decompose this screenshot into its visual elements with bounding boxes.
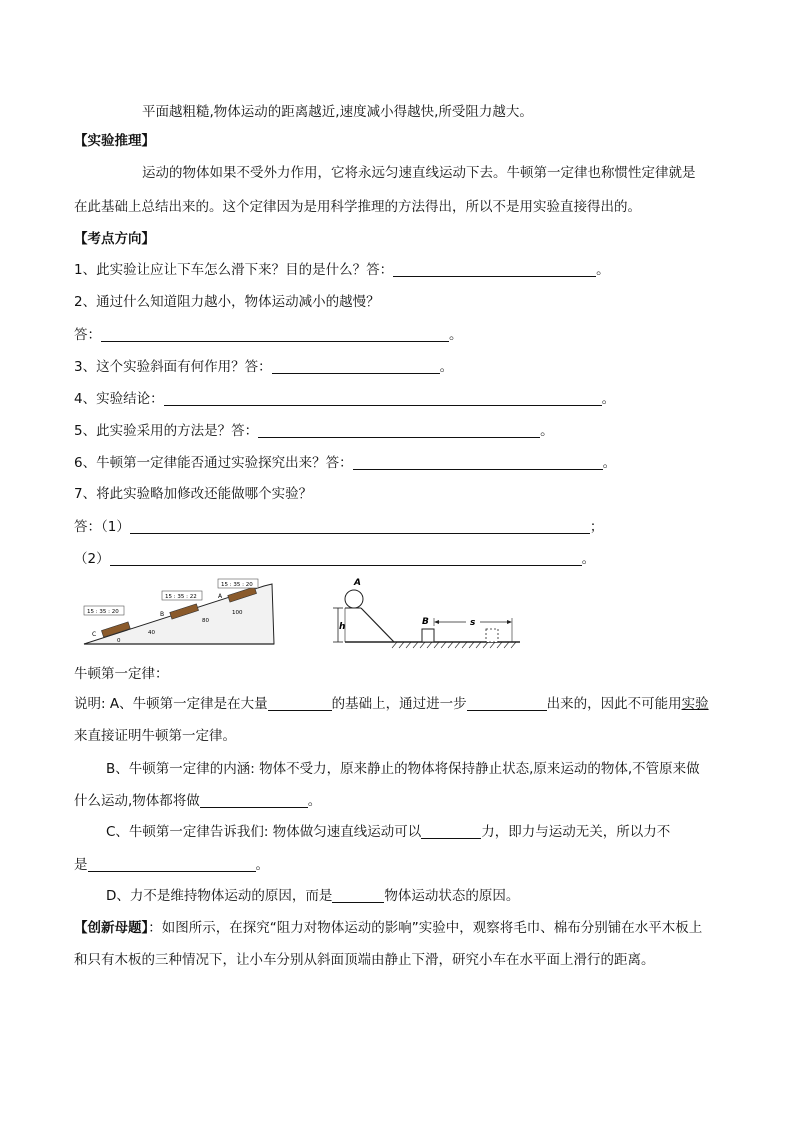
reasoning-text-line1: 运动的物体如果不受外力作用，它将永远匀速直线运动下去。牛顿第一定律也称惯性定律就是 bbox=[142, 165, 696, 181]
question-5 bbox=[74, 421, 554, 441]
conclusion-text: 平面越粗糙,物体运动的距离越近,速度减小得越快,所受阻力越大。 bbox=[142, 104, 533, 120]
punct: 。 bbox=[540, 423, 554, 439]
blank-c1[interactable] bbox=[421, 824, 481, 839]
newton-title: 牛顿第一定律： bbox=[74, 666, 169, 682]
newton-c-text3: 是 bbox=[74, 857, 88, 873]
punct: 。 bbox=[449, 327, 463, 343]
newton-a-line1 bbox=[74, 694, 709, 714]
question-1-text: 1、此实验让应让下车怎么滑下来？目的是什么？答： bbox=[74, 262, 394, 278]
ball-slope-figure bbox=[330, 574, 530, 650]
newton-b-line2 bbox=[74, 791, 321, 811]
punct: 。 bbox=[439, 359, 454, 375]
ground-hatching bbox=[392, 642, 516, 648]
answer-prefix: （2） bbox=[74, 551, 110, 567]
underlined-word: 实验 bbox=[681, 696, 709, 712]
newton-c-text2: 力，即力与运动无关，所以力不 bbox=[481, 824, 671, 840]
newton-c-line2 bbox=[74, 855, 269, 875]
scale-label-0: 0 bbox=[117, 638, 121, 644]
innovation-text: ：如图所示，在探究“阻力对物体运动的影响”实验中，观察将毛巾、棉布分别铺在水平木板上 bbox=[148, 920, 703, 936]
scale-label-100: 100 bbox=[232, 610, 243, 616]
timer-label-a: 15 : 35 : 20 bbox=[221, 582, 253, 588]
punct: 。 bbox=[602, 455, 617, 471]
scale-label-80: 80 bbox=[202, 618, 209, 624]
newton-c-line1 bbox=[106, 822, 670, 842]
question-7: 7、将此实验略加修改还能做哪个实验？ bbox=[74, 486, 313, 502]
label-b: B bbox=[422, 617, 429, 627]
question-1 bbox=[74, 260, 610, 280]
answer-blank-4[interactable] bbox=[164, 391, 602, 406]
blank-b[interactable] bbox=[200, 793, 308, 808]
reasoning-heading: 【实验推理】 bbox=[74, 133, 155, 149]
newton-a-text2: 的基础上，通过进一步 bbox=[331, 696, 467, 712]
label-a: A bbox=[354, 578, 361, 588]
exam-heading: 【考点方向】 bbox=[74, 231, 155, 247]
block-b bbox=[422, 629, 434, 642]
answer-blank-3[interactable] bbox=[272, 359, 440, 374]
punct: 。 bbox=[581, 551, 596, 567]
punct: 。 bbox=[307, 793, 322, 809]
answer-prefix: 答： bbox=[74, 327, 101, 343]
question-3 bbox=[74, 357, 453, 377]
newton-d-text2: 物体运动状态的原因。 bbox=[384, 888, 520, 904]
scale-label-40: 40 bbox=[148, 630, 155, 636]
question-6 bbox=[74, 453, 616, 473]
innovation-line2: 和只有木板的三种情况下，让小车分别从斜面顶端由静止下滑，研究小车在水平面上滑行的距离。 bbox=[74, 952, 655, 968]
punct: 。 bbox=[601, 391, 616, 407]
answer-blank-7b[interactable] bbox=[110, 551, 582, 566]
label-s: s bbox=[470, 618, 476, 628]
reasoning-text-line2: 在此基础上总结出来的。这个定律因为是用科学推理的方法得出，所以不是用实验直接得出的。 bbox=[74, 199, 641, 215]
answer-prefix: 答：（1） bbox=[74, 519, 130, 535]
newton-a-text3: 出来的，因此不可能用 bbox=[546, 696, 682, 712]
timer-label-b: 15 : 35 : 22 bbox=[165, 594, 197, 600]
blank-c2[interactable] bbox=[88, 857, 256, 872]
question-4-text: 4、实验结论： bbox=[74, 391, 164, 407]
punct: 。 bbox=[596, 262, 610, 278]
question-2: 2、通过什么知道阻力越小，物体运动减小的越慢？ bbox=[74, 294, 380, 310]
answer-2-line bbox=[74, 325, 463, 345]
newton-a-text: 说明: A、牛顿第一定律是在大量 bbox=[74, 696, 268, 712]
block-b-moved bbox=[486, 629, 498, 642]
blank-a1[interactable] bbox=[268, 696, 332, 711]
point-label-c: C bbox=[92, 631, 97, 638]
answer-blank-2[interactable] bbox=[101, 327, 449, 342]
answer-blank-1[interactable] bbox=[393, 262, 596, 277]
blank-a2[interactable] bbox=[467, 696, 547, 711]
ball-a bbox=[345, 590, 363, 608]
blank-d[interactable] bbox=[332, 888, 384, 903]
answer-blank-5[interactable] bbox=[258, 423, 540, 438]
answer-7-line2 bbox=[74, 549, 595, 569]
point-label-a: A bbox=[218, 593, 223, 600]
slope-line bbox=[361, 608, 394, 642]
newton-c-text: C、牛顿第一定律告诉我们: 物体做匀速直线运动可以 bbox=[106, 824, 422, 840]
newton-d-line bbox=[106, 886, 519, 906]
question-5-text: 5、此实验采用的方法是？答： bbox=[74, 423, 259, 439]
innovation-line1 bbox=[74, 918, 702, 938]
answer-blank-6[interactable] bbox=[353, 455, 603, 470]
question-4 bbox=[74, 389, 615, 409]
ramp-carts-figure bbox=[82, 578, 278, 648]
timer-label-c: 15 : 35 : 20 bbox=[87, 609, 119, 615]
punct: ； bbox=[589, 519, 604, 535]
answer-blank-7a[interactable] bbox=[130, 519, 590, 534]
newton-a-line2: 来直接证明牛顿第一定律。 bbox=[74, 728, 236, 744]
punct: 。 bbox=[255, 857, 269, 873]
point-label-b: B bbox=[160, 611, 165, 618]
newton-d-text: D、力不是维持物体运动的原因，而是 bbox=[106, 888, 333, 904]
answer-7-line1 bbox=[74, 517, 603, 537]
question-3-text: 3、这个实验斜面有何作用？答： bbox=[74, 359, 272, 375]
newton-b-text: 什么运动,物体都将做 bbox=[74, 793, 200, 809]
newton-b-line1: B、牛顿第一定律的内涵: 物体不受力，原来静止的物体将保持静止状态,原来运动的物体,不管原来做 bbox=[106, 761, 700, 777]
innovation-label: 【创新母题】 bbox=[74, 920, 149, 936]
label-h: h bbox=[339, 622, 346, 632]
question-6-text: 6、牛顿第一定律能否通过实验探究出来？答： bbox=[74, 455, 353, 471]
